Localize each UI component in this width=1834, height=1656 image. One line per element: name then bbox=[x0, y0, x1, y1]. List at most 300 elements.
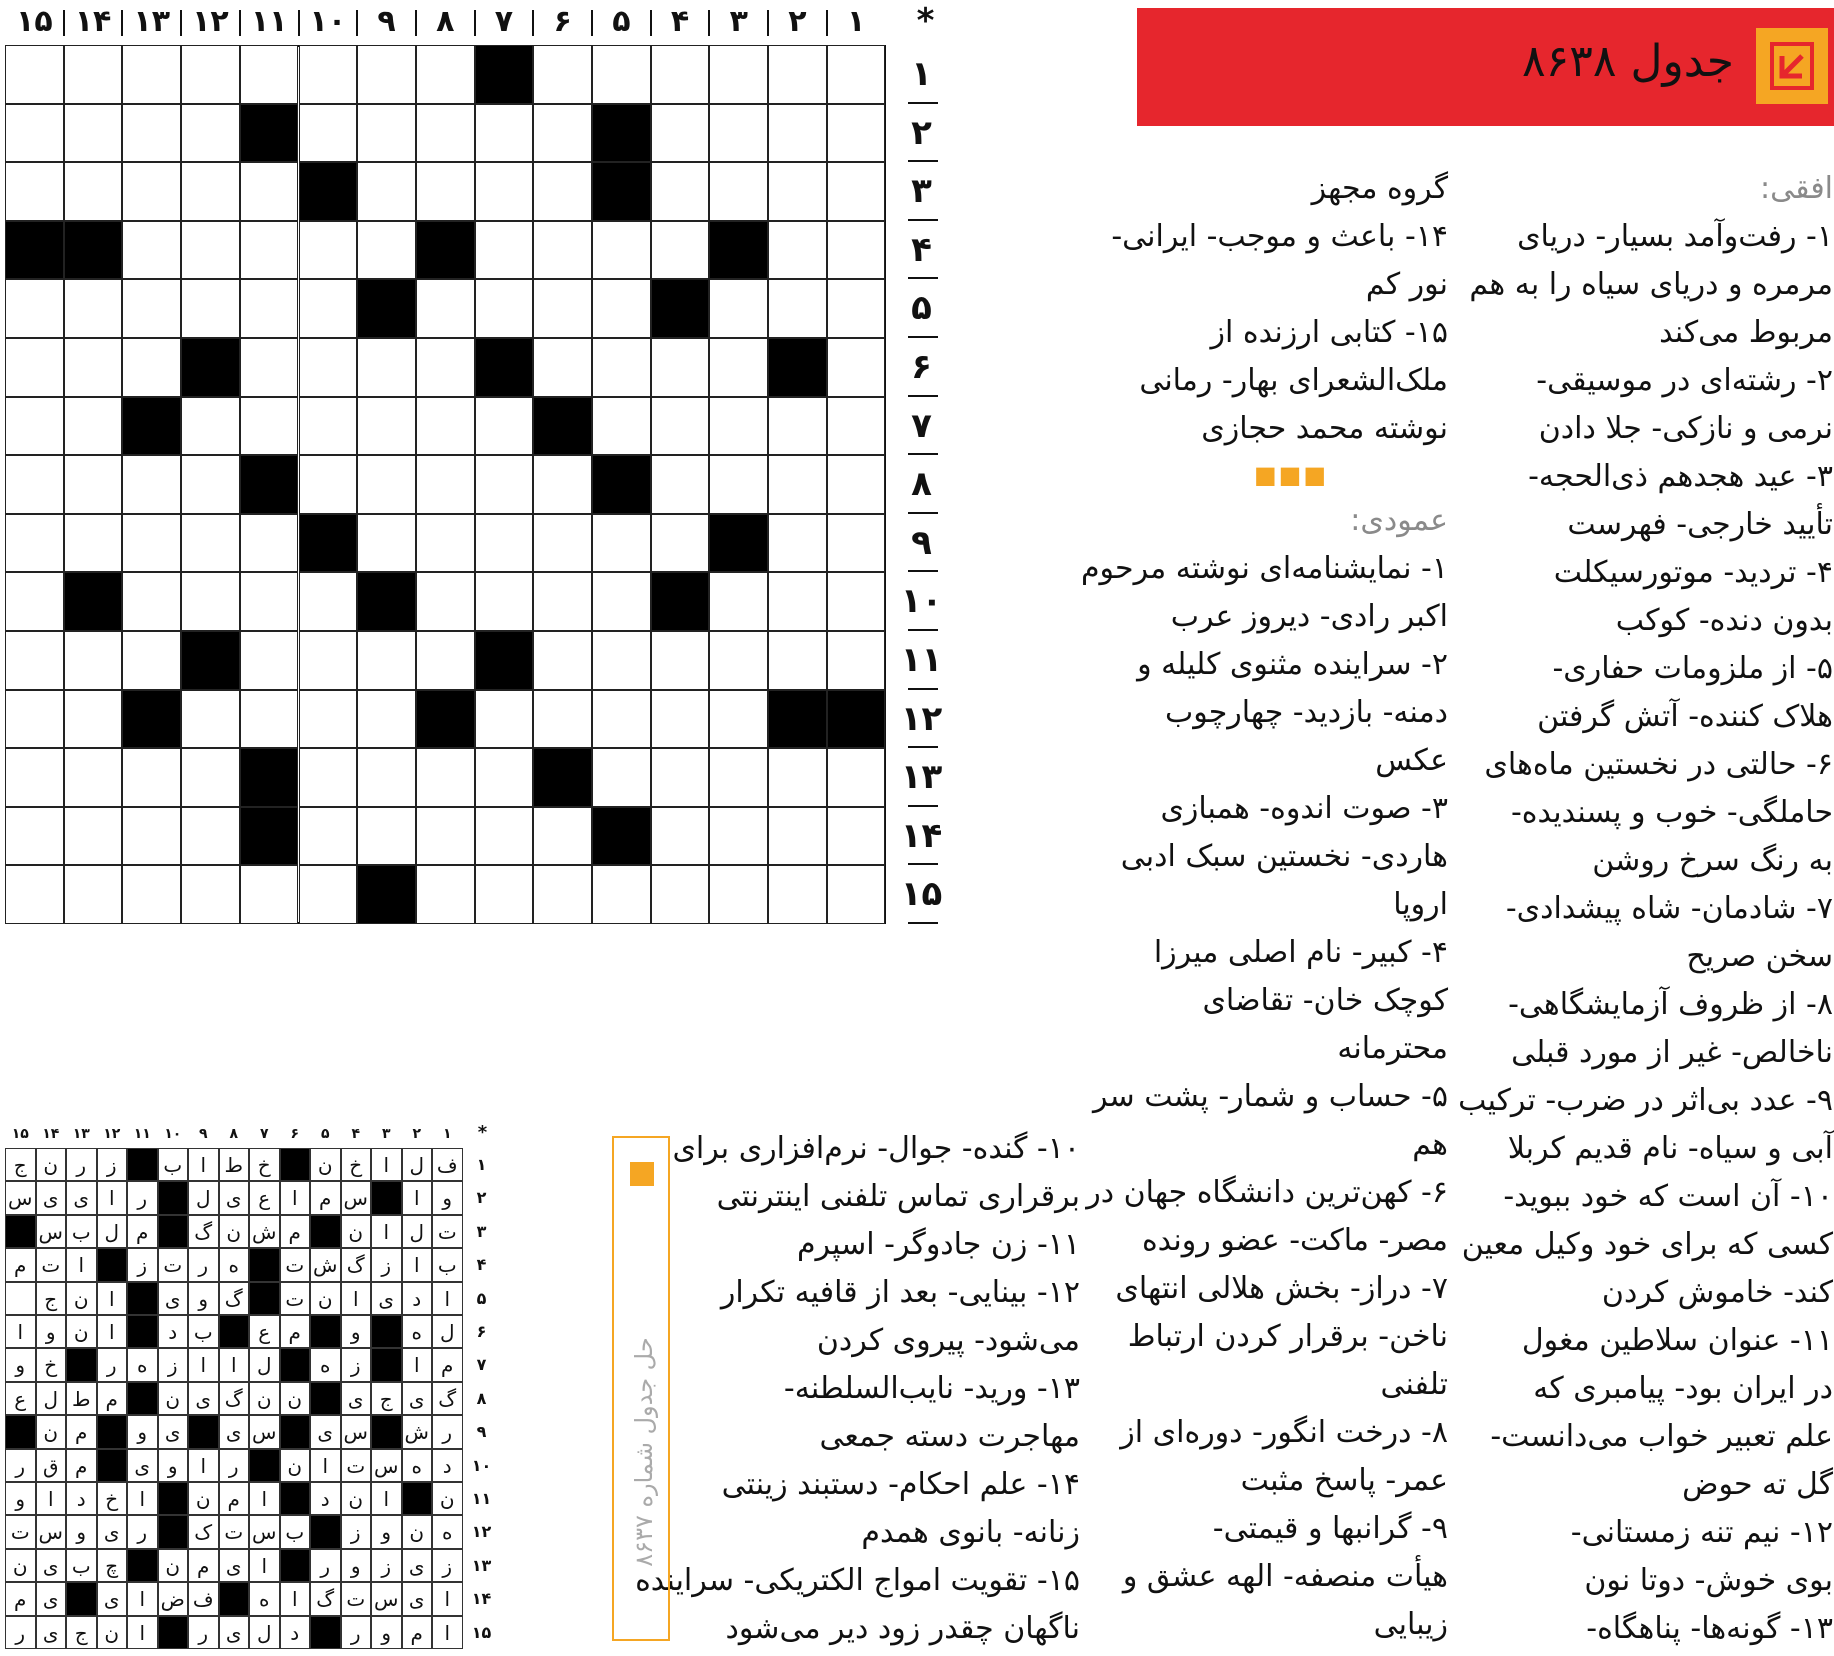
corner-symbol: * bbox=[916, 1, 935, 41]
solution-cell: س bbox=[371, 1449, 402, 1482]
solution-column-number: ۱۵ bbox=[11, 1126, 29, 1142]
solution-cell: ن bbox=[341, 1215, 372, 1248]
clue-line: مربوط می‌کند bbox=[1659, 315, 1833, 350]
solution-cell: ل bbox=[249, 1348, 280, 1381]
empty-cell bbox=[651, 690, 710, 749]
solution-row-number: ۴ bbox=[476, 1255, 487, 1275]
solution-cell: ا bbox=[188, 1348, 219, 1381]
corner-arrow-icon bbox=[1756, 28, 1828, 104]
solution-black-cell bbox=[310, 1382, 341, 1415]
solution-cell: ت bbox=[341, 1449, 372, 1482]
solution-cell: ی bbox=[188, 1382, 219, 1415]
empty-cell bbox=[592, 514, 651, 573]
solution-cell: ی bbox=[219, 1181, 250, 1214]
solution-cell: ن bbox=[432, 1482, 463, 1515]
solution-column-number: ۴ bbox=[351, 1126, 361, 1142]
solution-cell: ا bbox=[188, 1148, 219, 1181]
solution-cell: م bbox=[127, 1215, 158, 1248]
solution-cell: ت bbox=[5, 1515, 36, 1548]
solution-cell: ا bbox=[219, 1348, 250, 1381]
empty-cell bbox=[64, 104, 123, 163]
black-cell bbox=[475, 338, 534, 397]
empty-cell bbox=[768, 221, 827, 280]
solution-cell: س bbox=[36, 1515, 67, 1548]
solution-cell: ب bbox=[432, 1248, 463, 1281]
solution-cell: م bbox=[97, 1382, 128, 1415]
solution-cell: ز bbox=[127, 1248, 158, 1281]
solution-row-number: ۵ bbox=[476, 1288, 487, 1308]
empty-cell bbox=[651, 45, 710, 104]
empty-cell bbox=[768, 104, 827, 163]
solution-cell: و bbox=[158, 1449, 189, 1482]
clue-line: ۵- حساب و شمار- پشت سر bbox=[1092, 1079, 1448, 1114]
solution-cell: ی bbox=[97, 1582, 128, 1615]
empty-cell bbox=[181, 279, 240, 338]
clue-line: عکس bbox=[1375, 743, 1448, 778]
solution-row-number: ۷ bbox=[476, 1355, 487, 1375]
solution-cell: ل bbox=[402, 1215, 433, 1248]
solution-label-panel bbox=[612, 1136, 670, 1641]
empty-cell bbox=[709, 104, 768, 163]
empty-cell bbox=[533, 690, 592, 749]
solution-cell: ع bbox=[5, 1382, 36, 1415]
empty-cell bbox=[5, 338, 64, 397]
black-cell bbox=[592, 807, 651, 866]
empty-cell bbox=[5, 807, 64, 866]
black-cell bbox=[533, 397, 592, 456]
empty-cell bbox=[181, 572, 240, 631]
solution-cell: ز bbox=[97, 1148, 128, 1181]
solution-cell: ا bbox=[432, 1616, 463, 1649]
solution-cell: س bbox=[341, 1181, 372, 1214]
column-number: ۸ bbox=[436, 4, 455, 39]
clue-line: عمر- پاسخ مثبت bbox=[1240, 1463, 1448, 1498]
empty-cell bbox=[827, 807, 886, 866]
clue-line: کند- خاموش کردن bbox=[1601, 1275, 1833, 1310]
solution-cell: ن bbox=[36, 1415, 67, 1448]
clue-line: ۷- دراز- بخش هلالی انتهای bbox=[1115, 1271, 1448, 1306]
black-cell bbox=[240, 807, 299, 866]
clue-line: ۱۳- ورید- نایب‌السلطنه- bbox=[783, 1371, 1080, 1406]
empty-cell bbox=[709, 279, 768, 338]
clue-line: ۱۲- نیم تنه زمستانی- bbox=[1570, 1515, 1833, 1550]
empty-cell bbox=[122, 748, 181, 807]
empty-cell bbox=[533, 45, 592, 104]
clue-line: مهاجرت دسته جمعی bbox=[819, 1419, 1080, 1454]
empty-cell bbox=[181, 865, 240, 924]
clue-line: بوی خوش- دوتا نون bbox=[1584, 1563, 1833, 1598]
clue-line: ۲- سراینده مثنوی کلیله و bbox=[1137, 647, 1448, 682]
empty-cell bbox=[827, 221, 886, 280]
solution-black-cell bbox=[66, 1582, 97, 1615]
clue-line: حاملگی- خوب و پسندیده- bbox=[1510, 795, 1833, 830]
empty-cell bbox=[64, 338, 123, 397]
solution-cell: ا bbox=[5, 1315, 36, 1348]
solution-cell: خ bbox=[97, 1482, 128, 1515]
solution-cell: و bbox=[127, 1415, 158, 1448]
row-number: ۱۱ bbox=[900, 640, 943, 680]
solution-cell: ج bbox=[5, 1148, 36, 1181]
solution-cell: د bbox=[432, 1449, 463, 1482]
solution-cell: ا bbox=[432, 1582, 463, 1615]
empty-cell bbox=[475, 162, 534, 221]
solution-cell: گ bbox=[341, 1248, 372, 1281]
row-divider bbox=[908, 922, 938, 924]
empty-cell bbox=[827, 748, 886, 807]
empty-cell bbox=[827, 45, 886, 104]
solution-cell: ض bbox=[158, 1582, 189, 1615]
empty-cell bbox=[827, 397, 886, 456]
solution-cell: ه bbox=[402, 1449, 433, 1482]
solution-black-cell bbox=[5, 1415, 36, 1448]
solution-cell: ت bbox=[36, 1248, 67, 1281]
solution-black-cell bbox=[127, 1315, 158, 1348]
empty-cell bbox=[827, 162, 886, 221]
empty-cell bbox=[709, 338, 768, 397]
solution-cell: ت bbox=[280, 1282, 311, 1315]
row-number: ۴ bbox=[911, 229, 932, 270]
solution-cell: ی bbox=[97, 1515, 128, 1548]
solution-cell: گ bbox=[432, 1382, 463, 1415]
empty-cell bbox=[827, 631, 886, 690]
solution-black-cell bbox=[371, 1181, 402, 1214]
solution-cell: ل bbox=[432, 1315, 463, 1348]
column-number: ۱۵ bbox=[16, 4, 53, 39]
empty-cell bbox=[122, 45, 181, 104]
solution-black-cell bbox=[127, 1282, 158, 1315]
empty-cell bbox=[357, 104, 416, 163]
clue-line: ۱۴- علم احکام- دستبند زینتی bbox=[721, 1467, 1080, 1502]
empty-cell bbox=[416, 748, 475, 807]
solution-cell: د bbox=[402, 1282, 433, 1315]
empty-cell bbox=[475, 807, 534, 866]
clue-line: ۱۰- آن است که خود ببوید- bbox=[1503, 1179, 1833, 1214]
solution-cell: و bbox=[371, 1515, 402, 1548]
empty-cell bbox=[240, 162, 299, 221]
solution-cell: و bbox=[66, 1515, 97, 1548]
solution-column-number: ۲ bbox=[412, 1126, 422, 1142]
solution-cell: ی bbox=[402, 1549, 433, 1582]
clue-line: ۸- از ظروف آزمایشگاهی- bbox=[1508, 987, 1833, 1022]
solution-cell: ل bbox=[188, 1181, 219, 1214]
solution-black-cell bbox=[249, 1449, 280, 1482]
row-number: ۱۰ bbox=[900, 581, 943, 622]
empty-cell bbox=[181, 221, 240, 280]
solution-cell: خ bbox=[36, 1348, 67, 1381]
clue-line: اکبر رادی- دیروز عرب bbox=[1170, 599, 1448, 634]
solution-cell: ن bbox=[280, 1382, 311, 1415]
black-cell bbox=[357, 279, 416, 338]
solution-cell: ا bbox=[249, 1549, 280, 1582]
empty-cell bbox=[64, 748, 123, 807]
empty-cell bbox=[651, 631, 710, 690]
clues-column-2 bbox=[1080, 165, 1448, 1649]
empty-cell bbox=[299, 631, 358, 690]
black-cell bbox=[181, 338, 240, 397]
empty-cell bbox=[651, 865, 710, 924]
empty-cell bbox=[64, 690, 123, 749]
solution-cell: ی bbox=[66, 1181, 97, 1214]
solution-cell: د bbox=[66, 1482, 97, 1515]
solution-cell: ا bbox=[432, 1282, 463, 1315]
solution-black-cell bbox=[402, 1482, 433, 1515]
solution-column-number: ۱۱ bbox=[133, 1126, 151, 1142]
solution-row-number: ۱۵ bbox=[471, 1622, 492, 1642]
row-number: ۱۴ bbox=[900, 815, 943, 856]
clue-line: ۱۴- باعث و موجب- ایرانی- bbox=[1111, 219, 1448, 254]
solution-cell: ن bbox=[280, 1449, 311, 1482]
empty-cell bbox=[181, 807, 240, 866]
solution-cell: س bbox=[36, 1215, 67, 1248]
solution-cell: ز bbox=[341, 1348, 372, 1381]
solution-black-cell bbox=[158, 1515, 189, 1548]
empty-cell bbox=[64, 397, 123, 456]
empty-cell bbox=[533, 338, 592, 397]
empty-cell bbox=[122, 514, 181, 573]
empty-cell bbox=[357, 221, 416, 280]
empty-cell bbox=[299, 455, 358, 514]
clue-line: ۱۱- عنوان سلاطین مغول bbox=[1521, 1323, 1833, 1358]
clue-line: ملک‌الشعرای بهار- رمانی bbox=[1139, 363, 1448, 398]
solution-cell: گ bbox=[188, 1215, 219, 1248]
empty-cell bbox=[768, 514, 827, 573]
solution-black-cell bbox=[97, 1248, 128, 1281]
solution-cell: خ bbox=[341, 1148, 372, 1181]
empty-cell bbox=[592, 221, 651, 280]
empty-cell bbox=[299, 338, 358, 397]
solution-title: حل جدول شماره ۸۶۳۷ bbox=[630, 1337, 658, 1567]
solution-cell: چ bbox=[97, 1549, 128, 1582]
empty-cell bbox=[240, 279, 299, 338]
clue-line: دمنه- بازدید- چهارچوب bbox=[1164, 695, 1448, 730]
solution-cell: ق bbox=[36, 1449, 67, 1482]
solution-column-number: ۶ bbox=[290, 1126, 300, 1142]
empty-cell bbox=[416, 514, 475, 573]
solution-column-number: ۱۲ bbox=[103, 1126, 121, 1142]
solution-cell: م bbox=[5, 1248, 36, 1281]
solution-black-cell bbox=[219, 1315, 250, 1348]
clue-line: تلفنی bbox=[1380, 1367, 1448, 1402]
clue-line: هاردی- نخستین سبک ادبی bbox=[1120, 839, 1448, 874]
empty-cell bbox=[181, 104, 240, 163]
empty-cell bbox=[122, 104, 181, 163]
black-cell bbox=[240, 455, 299, 514]
empty-cell bbox=[533, 807, 592, 866]
puzzle-header bbox=[1137, 8, 1834, 126]
column-number: ۵ bbox=[612, 4, 631, 39]
solution-cell: م bbox=[66, 1449, 97, 1482]
empty-cell bbox=[709, 631, 768, 690]
empty-cell bbox=[5, 748, 64, 807]
clue-line: مصر- ماکت- عضو رونده bbox=[1141, 1223, 1448, 1258]
clue-line: ۳- عید هجدهم ذی‌الحجه- bbox=[1528, 459, 1833, 494]
clue-line: سخن صریح bbox=[1686, 939, 1833, 974]
solution-black-cell bbox=[97, 1449, 128, 1482]
empty-cell bbox=[122, 279, 181, 338]
solution-cell: ی bbox=[310, 1415, 341, 1448]
clue-line: هلاک کننده- آتش گرفتن bbox=[1537, 699, 1833, 734]
row-number: ۱ bbox=[911, 54, 932, 94]
solution-black-cell bbox=[280, 1415, 311, 1448]
empty-cell bbox=[299, 397, 358, 456]
horizontal-clues-column bbox=[1458, 165, 1833, 1653]
clue-line: ۹- گرانبها و قیمتی- bbox=[1212, 1511, 1448, 1546]
solution-cell: خ bbox=[249, 1148, 280, 1181]
clue-line: ۱۵- کتابی ارزنده از bbox=[1210, 315, 1448, 350]
solution-cell: ش bbox=[402, 1415, 433, 1448]
solution-cell: ز bbox=[371, 1549, 402, 1582]
solution-cell: ش bbox=[310, 1248, 341, 1281]
empty-cell bbox=[416, 631, 475, 690]
solution-cell: د bbox=[158, 1315, 189, 1348]
empty-cell bbox=[357, 748, 416, 807]
solution-cell: ا bbox=[371, 1482, 402, 1515]
black-cell bbox=[416, 221, 475, 280]
empty-cell bbox=[181, 690, 240, 749]
solution-black-cell bbox=[310, 1215, 341, 1248]
solution-column-number: ۷ bbox=[259, 1126, 269, 1142]
clue-line: تأیید خارجی- فهرست bbox=[1567, 507, 1833, 542]
empty-cell bbox=[651, 514, 710, 573]
solution-cell: و bbox=[36, 1315, 67, 1348]
empty-cell bbox=[475, 221, 534, 280]
black-cell bbox=[768, 690, 827, 749]
solution-black-cell bbox=[249, 1248, 280, 1281]
solution-cell: ا bbox=[402, 1248, 433, 1281]
empty-cell bbox=[475, 690, 534, 749]
empty-cell bbox=[592, 865, 651, 924]
solution-cell: م bbox=[280, 1315, 311, 1348]
black-cell bbox=[299, 514, 358, 573]
solution-cell: ن bbox=[219, 1215, 250, 1248]
empty-cell bbox=[533, 514, 592, 573]
solution-black-cell bbox=[310, 1315, 341, 1348]
solution-cell: ی bbox=[219, 1616, 250, 1649]
clue-line: در ایران بود- پیامبری که bbox=[1533, 1371, 1833, 1406]
solution-cell: س bbox=[341, 1415, 372, 1448]
black-cell bbox=[416, 690, 475, 749]
solution-cell: ر bbox=[127, 1181, 158, 1214]
solution-cell: ی bbox=[371, 1282, 402, 1315]
solution-cell: ن bbox=[310, 1282, 341, 1315]
solution-black-cell bbox=[280, 1549, 311, 1582]
solution-cell: س bbox=[371, 1582, 402, 1615]
row-number: ۱۲ bbox=[900, 698, 943, 739]
clue-line: ۸- درخت انگور- دوره‌ای از bbox=[1120, 1415, 1448, 1450]
solution-cell: ر bbox=[432, 1415, 463, 1448]
empty-cell bbox=[5, 162, 64, 221]
empty-cell bbox=[709, 690, 768, 749]
empty-cell bbox=[592, 631, 651, 690]
solution-cell: ا bbox=[188, 1449, 219, 1482]
horizontal-heading: افقی: bbox=[1760, 171, 1833, 206]
empty-cell bbox=[651, 807, 710, 866]
empty-cell bbox=[181, 45, 240, 104]
clue-line: ۲- رشته‌ای در موسیقی- bbox=[1536, 363, 1833, 398]
empty-cell bbox=[5, 45, 64, 104]
empty-cell bbox=[416, 397, 475, 456]
empty-cell bbox=[768, 397, 827, 456]
empty-cell bbox=[475, 514, 534, 573]
solution-cell: ی bbox=[158, 1415, 189, 1448]
column-number: ۷ bbox=[494, 4, 514, 39]
empty-cell bbox=[709, 397, 768, 456]
solution-cell: ا bbox=[127, 1582, 158, 1615]
empty-cell bbox=[181, 397, 240, 456]
black-cell bbox=[475, 631, 534, 690]
empty-cell bbox=[181, 455, 240, 514]
solution-cell: ت bbox=[158, 1248, 189, 1281]
empty-cell bbox=[533, 631, 592, 690]
solution-cell: ر bbox=[188, 1248, 219, 1281]
empty-cell bbox=[416, 455, 475, 514]
empty-cell bbox=[768, 572, 827, 631]
empty-cell bbox=[5, 455, 64, 514]
empty-cell bbox=[475, 397, 534, 456]
row-number: ۹ bbox=[911, 522, 932, 563]
empty-cell bbox=[592, 748, 651, 807]
black-cell bbox=[181, 631, 240, 690]
black-cell bbox=[827, 690, 886, 749]
black-cell bbox=[533, 748, 592, 807]
clue-line: کسی که برای خود وکیل معین bbox=[1461, 1227, 1833, 1262]
solution-cell: ر bbox=[188, 1616, 219, 1649]
solution-cell: ی bbox=[36, 1616, 67, 1649]
black-cell bbox=[64, 221, 123, 280]
empty-cell bbox=[5, 279, 64, 338]
empty-cell bbox=[357, 631, 416, 690]
solution-cell: ک bbox=[188, 1515, 219, 1548]
solution-black-cell bbox=[158, 1215, 189, 1248]
clue-line: هیأت منصفه- الهه عشق و bbox=[1122, 1559, 1448, 1594]
solution-cell: ن bbox=[341, 1482, 372, 1515]
empty-cell bbox=[240, 631, 299, 690]
solution-cell: ا bbox=[97, 1181, 128, 1214]
black-cell bbox=[122, 397, 181, 456]
solution-cell: ز bbox=[341, 1515, 372, 1548]
empty-cell bbox=[533, 572, 592, 631]
empty-cell bbox=[475, 572, 534, 631]
solution-row-number: ۱ bbox=[476, 1155, 487, 1174]
solution-cell: م bbox=[402, 1616, 433, 1649]
empty-cell bbox=[240, 690, 299, 749]
clue-line: ۶- کهن‌ترین دانشگاه جهان در bbox=[1086, 1175, 1448, 1210]
solution-cell: ه bbox=[249, 1582, 280, 1615]
solution-cell: ر bbox=[66, 1148, 97, 1181]
solution-cell: ت bbox=[280, 1248, 311, 1281]
solution-cell: و bbox=[341, 1315, 372, 1348]
empty-cell bbox=[592, 397, 651, 456]
empty-cell bbox=[122, 631, 181, 690]
solution-black-cell bbox=[280, 1482, 311, 1515]
solution-cell: ا bbox=[402, 1181, 433, 1214]
clue-line: ۶- حالتی در نخستین ماه‌های bbox=[1484, 747, 1833, 782]
empty-cell bbox=[64, 631, 123, 690]
solution-cell: و bbox=[341, 1549, 372, 1582]
solution-cell: ن bbox=[66, 1282, 97, 1315]
column-number: ۱۴ bbox=[74, 4, 112, 39]
solution-cell: ط bbox=[66, 1382, 97, 1415]
solution-cell: ل bbox=[36, 1382, 67, 1415]
column-number: ۳ bbox=[729, 4, 748, 39]
solution-cell: ا bbox=[127, 1616, 158, 1649]
solution-cell: ر bbox=[219, 1449, 250, 1482]
solution-cell: ن bbox=[158, 1382, 189, 1415]
solution-column-number: ۱۳ bbox=[72, 1126, 90, 1142]
empty-cell bbox=[768, 748, 827, 807]
solution-cell: ا bbox=[249, 1482, 280, 1515]
empty-cell bbox=[122, 807, 181, 866]
